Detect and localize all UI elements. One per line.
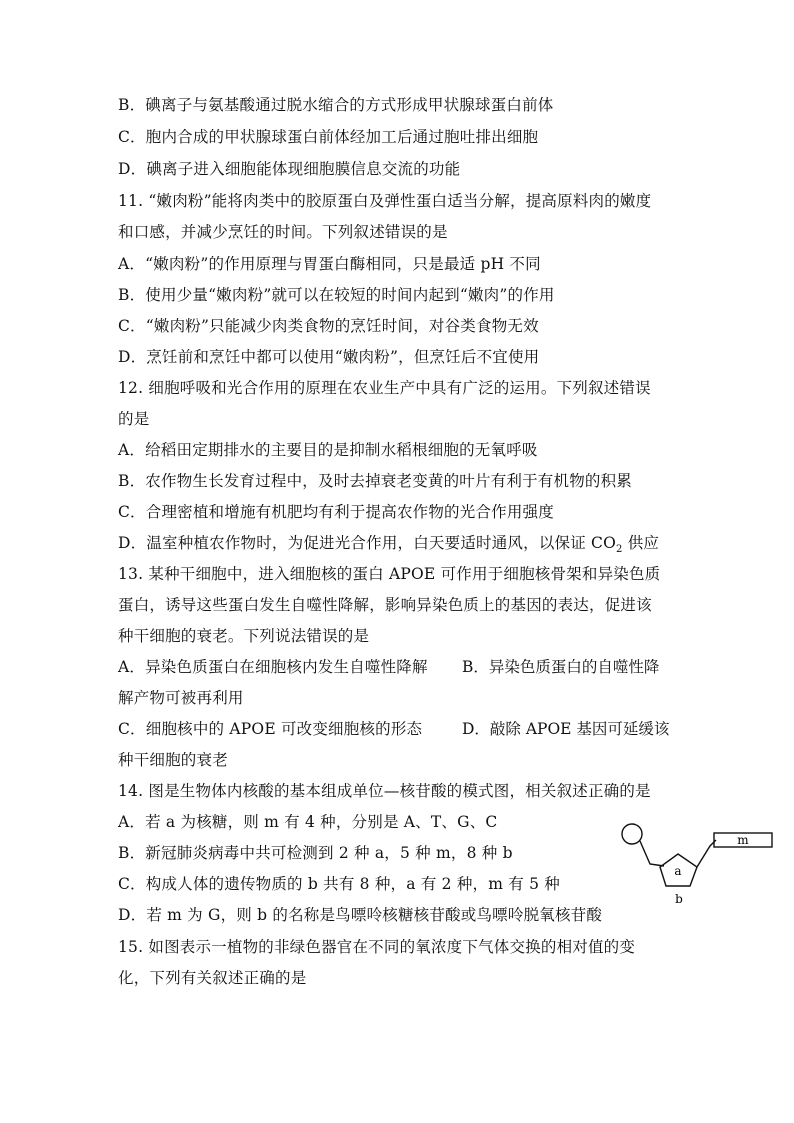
q14-option-b: B．新冠肺炎病毒中共可检测到 2 种 a，5 种 m，8 种 b bbox=[118, 844, 513, 862]
phosphate-circle bbox=[622, 824, 642, 844]
nucleotide-diagram bbox=[612, 822, 782, 910]
base-bond bbox=[697, 840, 716, 867]
q11-option-d: D．烹饪前和烹饪中都可以使用“嫩肉粉”，但烹饪后不宜使用 bbox=[118, 348, 540, 366]
q13-stem-line1: 13. 某种干细胞中，进入细胞核的蛋白 APOE 可作用于细胞核骨架和异染色质 bbox=[118, 565, 661, 583]
q13-option-a: A．异染色质蛋白在细胞核内发生自噬性降解 bbox=[118, 658, 428, 676]
q12-option-c: C．合理密植和增施有机肥均有利于提高农作物的光合作用强度 bbox=[118, 503, 554, 521]
q15-stem-line2: 化，下列有关叙述正确的是 bbox=[118, 969, 307, 987]
q12-option-d-suffix: 供应 bbox=[622, 534, 660, 552]
q11-option-b: B．使用少量“嫩肉粉”就可以在较短的时间内起到“嫩肉”的作用 bbox=[118, 286, 555, 304]
q13-option-c: C．细胞核中的 APOE 可改变细胞核的形态 bbox=[118, 720, 423, 738]
q10-option-b: B．碘离子与氨基酸通过脱水缩合的方式形成甲状腺球蛋白前体 bbox=[118, 96, 554, 114]
q15-stem-line1: 15. 如图表示一植物的非绿色器官在不同的氧浓度下气体交换的相对值的变 bbox=[118, 938, 636, 956]
q13-option-b-cont: 解产物可被再利用 bbox=[118, 689, 244, 707]
q14-option-d: D．若 m 为 G，则 b 的名称是鸟嘌呤核糖核苷酸或鸟嘌呤脱氧核苷酸 bbox=[118, 906, 603, 924]
q12-stem-line2: 的是 bbox=[118, 410, 150, 428]
q11-option-a: A．“嫩肉粉”的作用原理与胃蛋白酶相同，只是最适 pH 不同 bbox=[118, 255, 541, 273]
label-a: a bbox=[674, 864, 682, 878]
q13-option-d-cont: 种干细胞的衰老 bbox=[118, 751, 228, 769]
q12-option-b: B．农作物生长发育过程中，及时去掉衰老变黄的叶片有利于有机物的积累 bbox=[118, 472, 632, 490]
q14-stem: 14. 图是生物体内核酸的基本组成单位—核苷酸的模式图，相关叙述正确的是 bbox=[118, 782, 651, 800]
q14-option-c: C．构成人体的遗传物质的 b 共有 8 种，a 有 2 种，m 有 5 种 bbox=[118, 875, 560, 893]
q10-option-d: D．碘离子进入细胞能体现细胞膜信息交流的功能 bbox=[118, 160, 461, 178]
q12-option-a: A．给稻田定期排水的主要目的是抑制水稻根细胞的无氧呼吸 bbox=[118, 441, 538, 459]
q10-option-c: C．胞内合成的甲状腺球蛋白前体经加工后通过胞吐排出细胞 bbox=[118, 128, 539, 146]
phosphate-bond bbox=[640, 841, 664, 866]
q13-stem-line3: 种干细胞的衰老。下列说法错误的是 bbox=[118, 627, 370, 645]
q13-option-b: B．异染色质蛋白的自噬性降 bbox=[462, 658, 660, 676]
q11-option-c: C．“嫩肉粉”只能减少肉类食物的烹饪时间，对谷类食物无效 bbox=[118, 317, 539, 335]
label-b: b bbox=[675, 892, 683, 906]
q11-stem-line1: 11. “嫩肉粉”能将肉类中的胶原蛋白及弹性蛋白适当分解，提高原料肉的嫩度 bbox=[118, 192, 652, 210]
q12-stem-line1: 12. 细胞呼吸和光合作用的原理在农业生产中具有广泛的运用。下列叙述错误 bbox=[118, 379, 651, 397]
q13-option-d: D．敲除 APOE 基因可延缓该 bbox=[462, 720, 670, 738]
q13-stem-line2: 蛋白，诱导这些蛋白发生自噬性降解，影响异染色质上的基因的表达，促进该 bbox=[118, 596, 652, 614]
label-m: m bbox=[737, 833, 749, 847]
q14-option-a: A．若 a 为核糖，则 m 有 4 种，分别是 A、T、G、C bbox=[118, 813, 498, 831]
q12-option-d-text: D．温室种植农作物时，为促进光合作用，白天要适时通风，以保证 CO bbox=[118, 534, 617, 552]
co2-subscript: 2 bbox=[616, 544, 623, 556]
q11-stem-line2: 和口感，并减少烹饪的时间。下列叙述错误的是 bbox=[118, 223, 448, 241]
q12-option-d bbox=[118, 533, 659, 560]
